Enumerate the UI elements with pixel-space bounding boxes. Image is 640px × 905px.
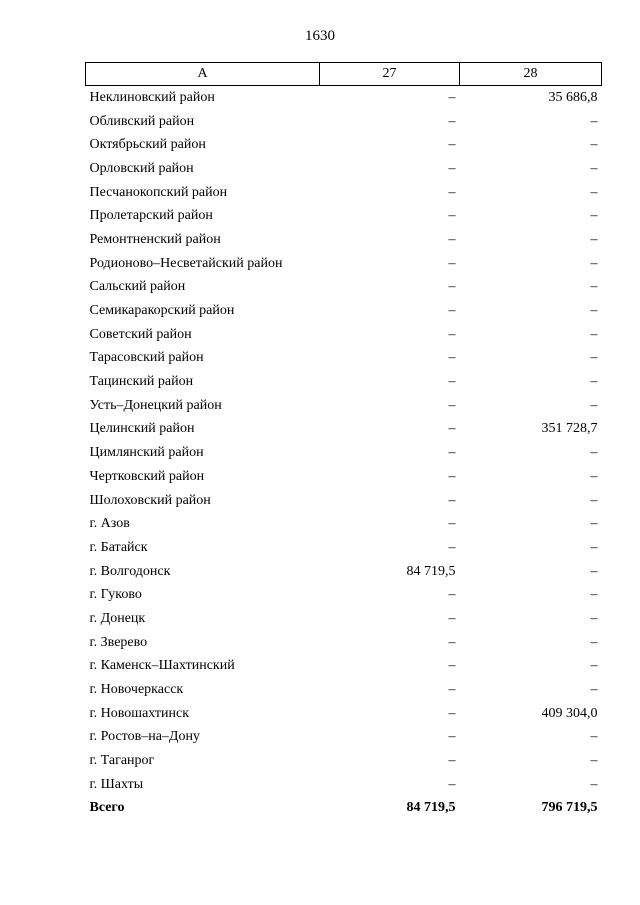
row-value-27: – <box>448 397 456 413</box>
row-value-28: – <box>590 397 598 413</box>
row-value-28: – <box>590 160 598 176</box>
table-row <box>86 204 602 228</box>
row-value-28: – <box>590 350 598 366</box>
row-label: Родионово–Несветайский район <box>89 255 283 271</box>
table-row <box>86 560 602 584</box>
row-label: г. Шахты <box>89 776 144 792</box>
table-row <box>86 418 602 442</box>
table-row <box>86 583 602 607</box>
row-label: Шолоховский район <box>89 492 211 508</box>
row-value-28: – <box>590 113 598 129</box>
row-label: г. Азов <box>89 516 130 532</box>
table-body <box>86 86 602 821</box>
row-value-27: – <box>448 160 456 176</box>
row-value-27: – <box>448 421 456 437</box>
row-value-27: – <box>448 113 456 129</box>
row-value-28: – <box>590 208 598 224</box>
row-value-28: – <box>590 492 598 508</box>
row-value-28: – <box>590 303 598 319</box>
row-value-28: 351 728,7 <box>541 421 598 437</box>
row-label: Неклиновский район <box>89 89 215 105</box>
row-value-27: – <box>448 231 456 247</box>
page-number: 1630 <box>305 28 335 44</box>
row-value-28: – <box>590 729 598 745</box>
row-label: Обливский район <box>89 113 195 129</box>
row-label: г. Батайск <box>89 539 148 555</box>
row-value-28: – <box>590 682 598 698</box>
row-value-27: – <box>448 658 456 674</box>
row-value-27: – <box>448 184 456 200</box>
row-value-27: – <box>448 303 456 319</box>
table-row <box>86 512 602 536</box>
table-row <box>86 299 602 323</box>
total-label: Всего <box>89 800 125 816</box>
row-label: г. Новошахтинск <box>89 705 190 721</box>
row-label: Советский район <box>89 326 192 342</box>
table-header <box>86 63 602 86</box>
header-cell-27: 27 <box>320 63 460 86</box>
table-row <box>86 110 602 134</box>
row-value-27: – <box>448 445 456 461</box>
table-row <box>86 726 602 750</box>
table-row <box>86 749 602 773</box>
table-row <box>86 228 602 252</box>
row-value-28: – <box>590 137 598 153</box>
row-value-27: – <box>448 255 456 271</box>
row-value-28: – <box>590 516 598 532</box>
table-row <box>86 347 602 371</box>
row-value-28: – <box>590 184 598 200</box>
header-cell-28: 28 <box>460 63 602 86</box>
row-value-28: – <box>590 255 598 271</box>
row-value-27: – <box>448 516 456 532</box>
row-label: Семикаракорский район <box>89 303 235 319</box>
total-row <box>86 797 602 821</box>
row-label: Цимлянский район <box>89 445 204 461</box>
total-value-27: 84 719,5 <box>406 800 456 816</box>
row-value-28: – <box>590 776 598 792</box>
table-row <box>86 773 602 797</box>
row-label: г. Донецк <box>89 610 146 626</box>
row-label: Целинский район <box>89 421 195 437</box>
row-value-27: – <box>448 89 456 105</box>
row-value-27: – <box>448 468 456 484</box>
row-value-27: – <box>448 729 456 745</box>
row-value-27: – <box>448 753 456 769</box>
table-row <box>86 252 602 276</box>
row-value-27: – <box>448 539 456 555</box>
table-row <box>86 607 602 631</box>
row-value-28: – <box>590 634 598 650</box>
row-label: г. Новочеркасск <box>89 682 184 698</box>
row-value-27: – <box>448 350 456 366</box>
row-value-27: – <box>448 587 456 603</box>
row-value-28: – <box>590 231 598 247</box>
row-label: Тацинский район <box>89 374 194 390</box>
table-row <box>86 394 602 418</box>
table-row <box>86 631 602 655</box>
row-value-27: 84 719,5 <box>406 563 456 579</box>
row-label: г. Каменск–Шахтинский <box>89 658 235 674</box>
row-label: Пролетарский район <box>89 208 213 224</box>
row-value-28: 35 686,8 <box>548 89 598 105</box>
row-value-27: – <box>448 610 456 626</box>
row-value-27: – <box>448 682 456 698</box>
row-value-28: – <box>590 326 598 342</box>
table-row <box>86 489 602 513</box>
header-row <box>86 63 602 86</box>
row-label: г. Ростов–на–Дону <box>89 729 200 745</box>
row-value-27: – <box>448 634 456 650</box>
table-row <box>86 276 602 300</box>
table-row <box>86 702 602 726</box>
row-label: Усть–Донецкий район <box>89 397 222 413</box>
row-value-28: – <box>590 658 598 674</box>
row-label: Чертковский район <box>89 468 205 484</box>
row-label: Ремонтненский район <box>89 231 221 247</box>
row-value-28: – <box>590 587 598 603</box>
row-label: Октябрьский район <box>89 137 206 153</box>
row-value-28: – <box>590 753 598 769</box>
table-row <box>86 465 602 489</box>
row-value-27: – <box>448 279 456 295</box>
row-value-28: – <box>590 374 598 390</box>
table-row <box>86 157 602 181</box>
row-label: Тарасовский район <box>89 350 204 366</box>
row-value-27: – <box>448 137 456 153</box>
header-cell-a: А <box>86 63 320 86</box>
row-value-27: – <box>448 208 456 224</box>
row-label: г. Волгодонск <box>89 563 171 579</box>
row-label: г. Таганрог <box>89 753 155 769</box>
row-value-28: – <box>590 279 598 295</box>
row-label: Песчанокопский район <box>89 184 228 200</box>
row-value-28: – <box>590 539 598 555</box>
table-row <box>86 370 602 394</box>
table-row <box>86 181 602 205</box>
row-label: г. Гуково <box>89 587 142 603</box>
table-row <box>86 678 602 702</box>
row-value-28: – <box>590 445 598 461</box>
table-row <box>86 536 602 560</box>
table-row <box>86 323 602 347</box>
table-row <box>86 133 602 157</box>
row-value-28: – <box>590 468 598 484</box>
row-value-27: – <box>448 492 456 508</box>
row-value-27: – <box>448 776 456 792</box>
row-value-28: 409 304,0 <box>541 705 598 721</box>
table-row <box>86 86 602 110</box>
row-value-28: – <box>590 610 598 626</box>
table-row <box>86 441 602 465</box>
row-label: Орловский район <box>89 160 194 176</box>
row-label: г. Зверево <box>89 634 148 650</box>
row-value-27: – <box>448 705 456 721</box>
table-row <box>86 655 602 679</box>
row-value-27: – <box>448 374 456 390</box>
row-value-28: – <box>590 563 598 579</box>
budget-table <box>85 62 602 820</box>
row-value-27: – <box>448 326 456 342</box>
row-label: Сальский район <box>89 279 186 295</box>
total-value-28: 796 719,5 <box>541 800 598 816</box>
